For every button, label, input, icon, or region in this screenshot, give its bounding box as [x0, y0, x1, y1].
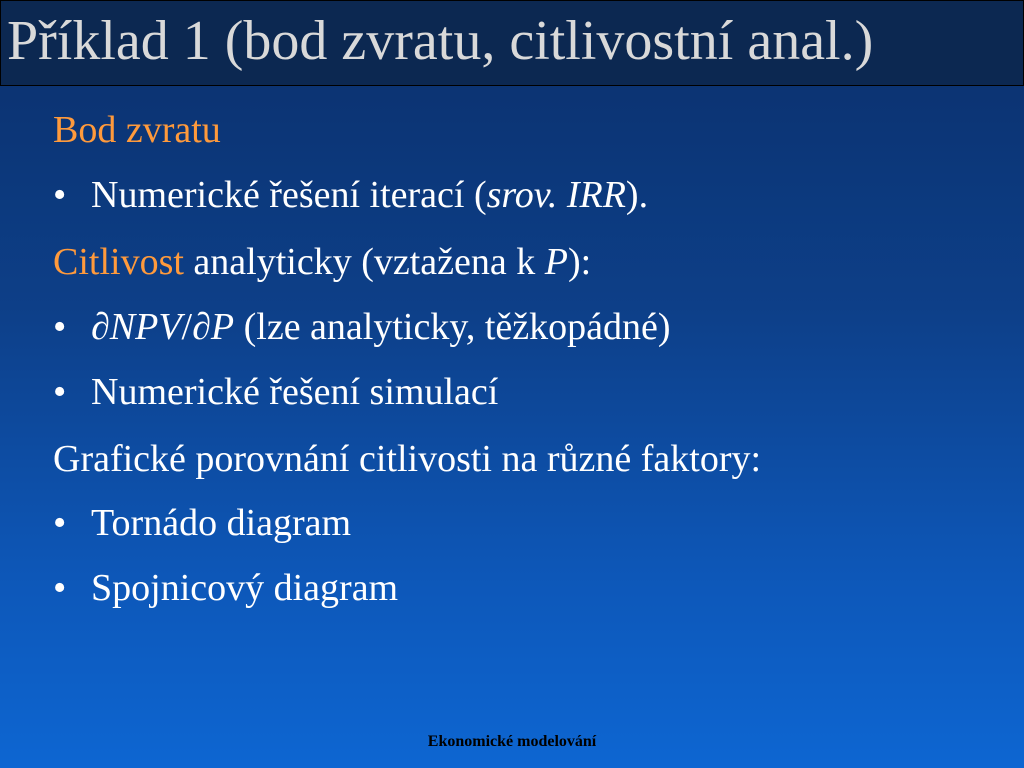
bullet-italic-text: srov. IRR — [486, 174, 626, 216]
bullet-text: Numerické řešení iterací ( — [91, 174, 487, 216]
heading-bod-zvratu: Bod zvratu — [53, 109, 221, 151]
bullet-icon: • — [53, 174, 67, 216]
bullet-item-iterace — [53, 173, 648, 217]
heading-citlivost — [53, 240, 591, 284]
slash: / — [181, 306, 193, 348]
bullet-item-tornado — [53, 501, 351, 545]
heading-end: ): — [567, 241, 592, 283]
bullet-text-end: ). — [625, 174, 649, 216]
heading-italic: P — [544, 241, 568, 283]
heading-accent: Citlivost — [53, 241, 184, 283]
bullet-icon: • — [53, 371, 67, 413]
bullet-icon: • — [53, 502, 67, 544]
bullet-icon: • — [53, 567, 67, 609]
bullet-text: (lze analyticky, těžkopádné) — [234, 306, 671, 348]
p-symbol: ∂P — [192, 306, 235, 348]
bullet-icon: • — [53, 306, 67, 348]
heading-graficke-porovnani: Grafické porovnání citlivosti na různé faktory: — [53, 438, 762, 480]
bullet-item-npv — [53, 305, 671, 349]
slide-footer: Ekonomické modelování — [427, 733, 597, 750]
heading-text: analyticky (vztažena k — [183, 241, 545, 283]
title-bar — [0, 0, 1024, 86]
bullet-item-spojnicovy — [53, 566, 398, 610]
bullet-text: Tornádo diagram — [91, 502, 352, 544]
bullet-text: Numerické řešení simulací — [91, 371, 499, 413]
bullet-text: Spojnicový diagram — [91, 567, 399, 609]
bullet-item-simulace — [53, 370, 498, 414]
npv-symbol: ∂NPV — [91, 306, 182, 348]
slide-title: Příklad 1 (bod zvratu, citlivostní anal.) — [7, 10, 874, 72]
